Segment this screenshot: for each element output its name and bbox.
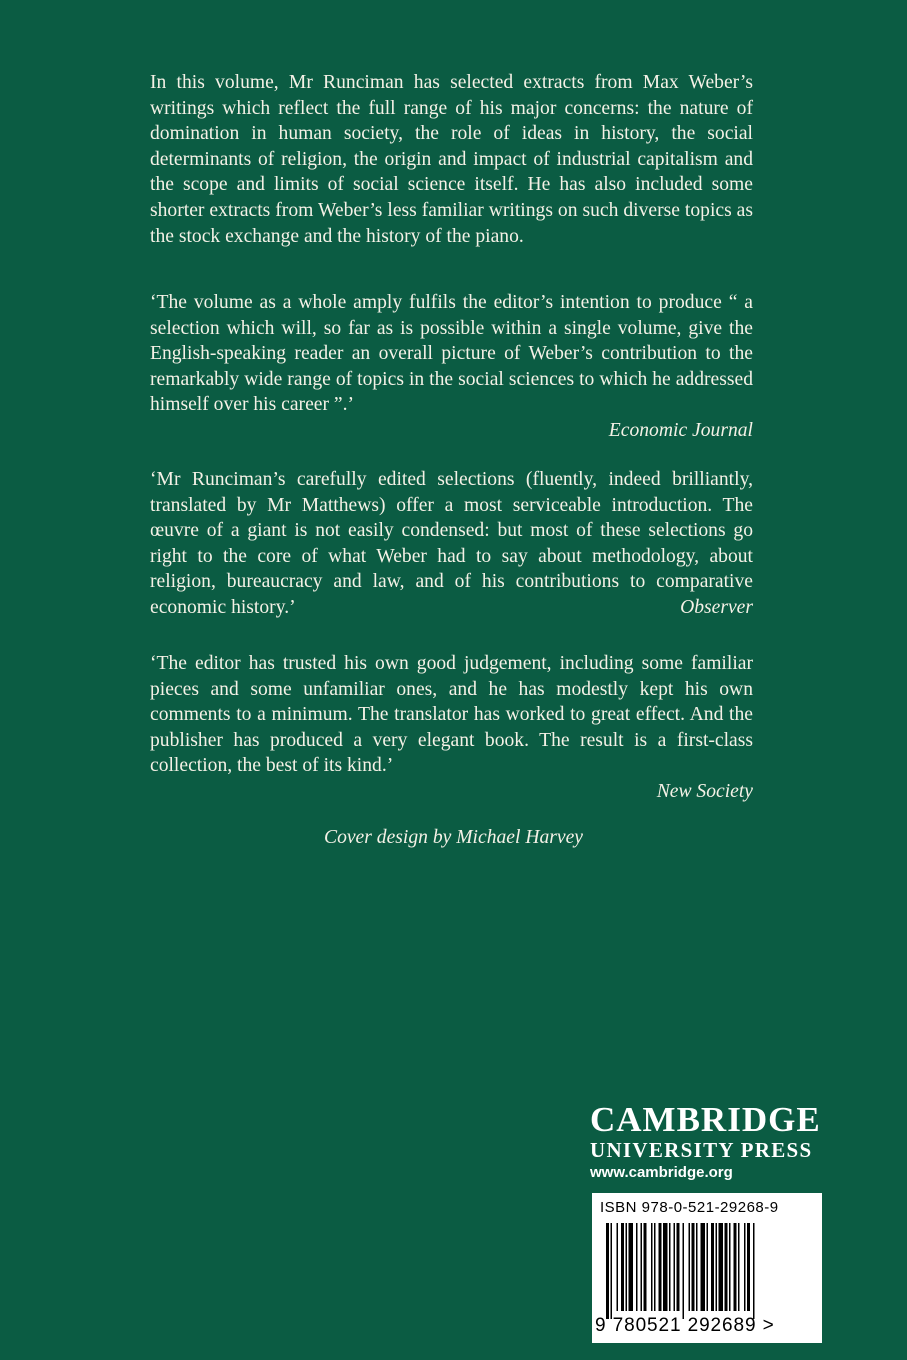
review-quote-3 [150, 651, 753, 805]
barcode-bar [674, 1223, 676, 1311]
barcode-bar [701, 1223, 706, 1311]
review-text: ‘The editor has trusted his own good judgement, including some familiar pieces and some unfamiliar ones, and he has modestly kept his own comments to a minimum. The translator has worked to great effect. And the publisher has produced a very elegant book. The result is a first-class collection, the best of its kind.’ [150, 653, 753, 777]
barcode-bar [626, 1223, 628, 1311]
barcode-bars [606, 1223, 806, 1319]
barcode-bar [641, 1223, 643, 1311]
barcode-bar [651, 1223, 653, 1311]
isbn-label: ISBN 978-0-521-29268-9 [600, 1199, 779, 1216]
publisher-logo [590, 1102, 824, 1184]
barcode-bar [738, 1223, 740, 1311]
barcode-box [592, 1193, 822, 1343]
publisher-subname: UNIVERSITY PRESS [590, 1138, 813, 1162]
barcode-bar [683, 1223, 685, 1319]
review-source: Economic Journal [608, 419, 753, 441]
barcode-bar [711, 1223, 714, 1311]
barcode-bar [621, 1223, 624, 1311]
barcode-bar [753, 1223, 755, 1319]
barcode-bar [654, 1223, 656, 1311]
barcode-bar [636, 1223, 638, 1311]
barcode-bar [611, 1223, 613, 1319]
barcode-bar [677, 1223, 680, 1311]
cover-credit: Cover design by Michael Harvey [324, 827, 583, 848]
review-quote-2 [150, 467, 753, 621]
barcode-bar [629, 1223, 634, 1311]
barcode-bar [719, 1223, 724, 1311]
barcode-bar [696, 1223, 698, 1311]
barcode-bar [716, 1223, 718, 1311]
barcode-bar [644, 1223, 647, 1311]
barcode-bar [747, 1223, 750, 1311]
review-source: New Society [656, 780, 753, 802]
review-text: ‘Mr Runciman’s carefully edited selections (fluently, indeed brilliantly, translated by Mr Matthews) offer a most serviceable introduction. The œuvre of a giant is not easily condensed: but most of these selections go right to the core of what Weber had to say about methodology, about religion, bureaucracy and law, and of his contributions to comparative economic history.’ [150, 469, 753, 618]
barcode-bar [692, 1223, 695, 1311]
barcode-bar [729, 1223, 731, 1311]
barcode-digits: 9 780521 292689 > [595, 1315, 775, 1336]
review-source: Observer [680, 596, 753, 618]
barcode-bar [744, 1223, 746, 1311]
barcode-bar [689, 1223, 691, 1311]
barcode-bar [707, 1223, 709, 1311]
barcode-bar [659, 1223, 662, 1311]
barcode-bar [725, 1223, 728, 1311]
barcode-bar [606, 1223, 609, 1319]
barcode-bar [663, 1223, 668, 1311]
publisher-url: www.cambridge.org [590, 1164, 733, 1181]
publisher-name: CAMBRIDGE [590, 1100, 821, 1139]
barcode-bar [617, 1223, 619, 1311]
barcode-bar [669, 1223, 671, 1311]
blurb-paragraph: In this volume, Mr Runciman has selected extracts from Max Weber’s writings which reflect the full range of his major concerns: the nature of domination in human society, the role of ideas in history, the social determinants of religion, the origin and impact of industrial capitalism and the scope and limits of social science itself. He has also included some shorter extracts from Weber’s less familiar writings on such diverse topics as the stock exchange and the history of the piano. [150, 72, 753, 247]
barcode-bar [734, 1223, 737, 1311]
review-text: ‘The volume as a whole amply fulfils the editor’s intention to produce “ a selection which will, so far as is possible within a single volume, give the English-speaking reader an overall picture of Weber’s contribution to the remarkably wide range of topics in the social sciences to which he addressed himself over his career ”.’ [150, 292, 753, 416]
review-quote-1 [150, 290, 753, 444]
